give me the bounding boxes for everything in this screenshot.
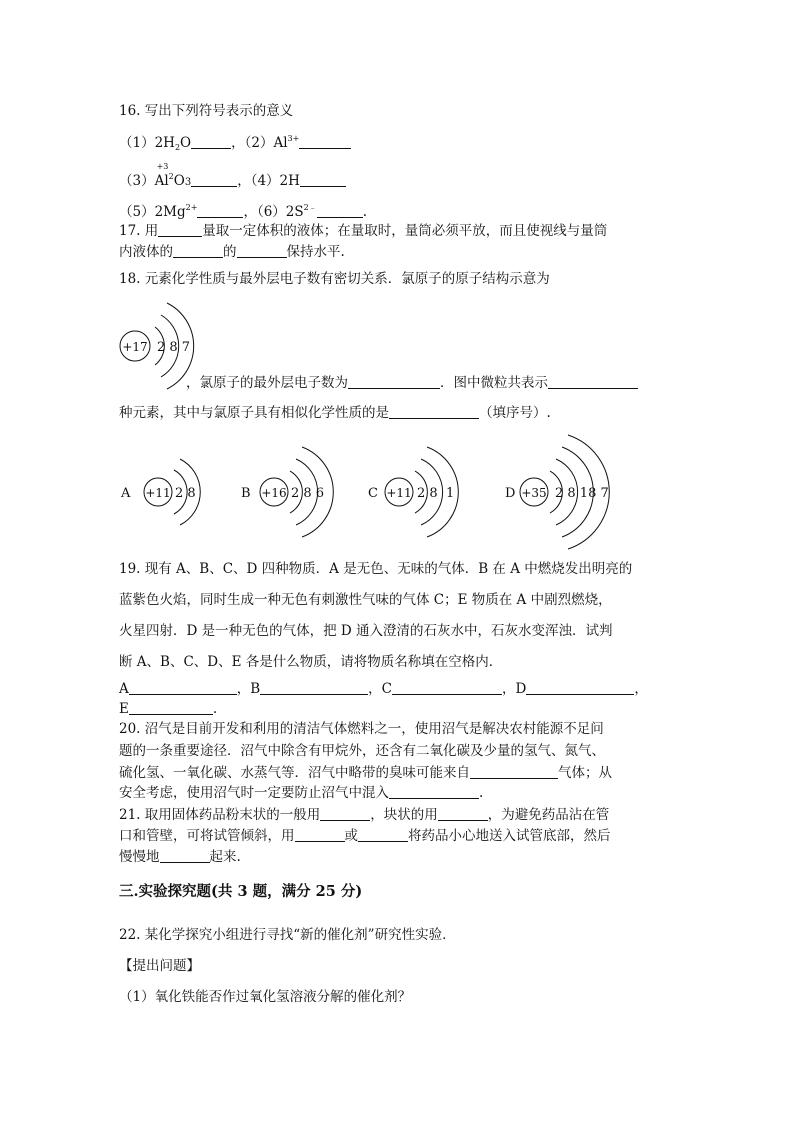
q19-ans-c-label: ，C [368, 681, 393, 697]
q16-p1-sub: 2 [174, 143, 181, 152]
q20-line-1: 20. 沼气是目前开发和利用的清洁气体燃料之一，使用沼气是解决农村能源不足问 [119, 721, 604, 737]
q16-row-2 [119, 162, 346, 192]
q19-ans-d-label: ，D [502, 681, 527, 697]
q21-blank-1[interactable] [320, 806, 370, 821]
option-b-diagram [239, 440, 349, 540]
q19-line-3: 火星四射．D 是一种无色的气体，把 D 通入澄清的石灰水中，石灰水变浑浊．试判 [119, 623, 613, 639]
q19-ans-b-label: ，B [236, 681, 261, 697]
q21-blank-2[interactable] [438, 806, 488, 821]
q19-line-2: 蓝紫色火焰，同时生成一种无色有刺激性气味的气体 C；E 物质在 A 中剧烈燃烧， [119, 592, 612, 608]
q16-row-1 [119, 134, 351, 152]
q17-l2-c: 保持水平. [286, 244, 345, 260]
section-3-heading: 三.实验探究题(共 3 题，满分 25 分) [119, 883, 363, 900]
q19-blank-b[interactable] [260, 680, 368, 695]
cl-nucleus-label: +17 [122, 340, 148, 354]
q17-blank-3[interactable] [237, 243, 287, 258]
option-c-diagram [366, 440, 476, 540]
q21-blank-4[interactable] [358, 827, 408, 842]
q18-l3-b: （填序号）. [479, 405, 551, 421]
q18-line-1: 18. 元素化学性质与最外层电子数有密切关系．氯原子的原子结构示意为 [119, 271, 550, 287]
q21-l1-a: 21. 取用固体药品粉末状的一般用 [119, 807, 321, 823]
q19-ans-end: . [212, 701, 218, 717]
q22-sub-1: （1）氧化铁能否作过氧化氢溶液分解的催化剂？ [119, 989, 412, 1005]
q19-answer-row [119, 680, 648, 698]
q16-p6-label: ，（6）2S [243, 204, 304, 220]
option-b-shells: 2 8 6 [291, 486, 325, 501]
q20-line-2: 题的一条重要途径．沼气中除含有甲烷外，还含有二氧化碳及少量的氢气、氮气、 [119, 743, 605, 759]
q20-l3-b: 气体；从 [558, 765, 612, 781]
q17-blank-1[interactable] [158, 222, 202, 237]
q21-line-3 [119, 848, 241, 866]
q16-p4-label: ，（4）2H [237, 173, 300, 189]
option-a-letter: A [121, 486, 131, 501]
q16-blank-4[interactable] [300, 172, 346, 187]
q16-p5-label: （5）2Mg [119, 204, 186, 220]
q17-l2-b: 的 [223, 244, 237, 260]
q17-line-1 [119, 222, 607, 240]
q19-ans-comma: ， [634, 681, 648, 697]
option-d-letter: D [505, 486, 516, 501]
q17-line-2 [119, 243, 345, 261]
q21-l1-c: ，为避免药品沾在管 [487, 807, 610, 823]
option-a-diagram [119, 440, 219, 540]
q21-line-2 [119, 827, 611, 845]
cl-shell-numbers: 2 8 7 [157, 340, 191, 355]
q18-blank-3[interactable] [389, 404, 479, 419]
q16-p1-tail: O [180, 135, 192, 151]
q16-blank-2[interactable] [299, 134, 351, 149]
q20-line-3 [119, 764, 612, 782]
q19-line-1: 19. 现有 A、B、C、D 四种物质．A 是无色、无味的气体．B 在 A 中燃烧发出明亮的 [119, 561, 633, 577]
q20-l3-a: 硫化氢、一氧化碳、水蒸气等．沼气中略带的臭味可能来自 [119, 765, 470, 781]
q21-l2-a: 口和管壁，可将试管倾斜，用 [119, 828, 295, 844]
q16-title: 16. 写出下列符号表示的意义 [119, 103, 294, 119]
q18-line-2 [186, 374, 638, 392]
q17-l1-b: 量取一定体积的液体；在量取时，量筒必须平放，而且使视线与量筒 [202, 223, 608, 239]
q18-l2-b: ．图中微粒共表示 [440, 375, 548, 391]
q16-p2-sup: 3+ [287, 134, 300, 143]
q16-p3-formula-sup: 2 [168, 172, 174, 181]
q16-end: . [362, 204, 368, 220]
option-a-nucleus: +11 [145, 486, 171, 500]
option-a-shells: 2 8 [175, 486, 196, 501]
q19-ans-a-label: A [119, 681, 129, 697]
q16-p3-formula-sub: 3 [184, 177, 192, 188]
q21-line-1 [119, 806, 609, 824]
q18-blank-2[interactable] [548, 374, 638, 389]
q21-l1-b: ，块状的用 [370, 807, 438, 823]
q16-p1-label: （1）2H [119, 135, 175, 151]
option-c-shells: 2 8 1 [417, 486, 455, 501]
option-d-shells: 2 8 18 7 [555, 486, 609, 501]
q21-l3-a: 慢慢地 [119, 849, 160, 865]
q16-blank-1[interactable] [191, 134, 231, 149]
q16-p2-label: ，（2）Al [231, 135, 288, 151]
q18-blank-1[interactable] [348, 374, 440, 389]
q20-line-4 [119, 784, 483, 802]
option-b-nucleus: +16 [261, 486, 287, 500]
q22-tag: 【提出问题】 [119, 958, 200, 974]
q20-l4-b: . [479, 785, 484, 801]
q16-p5-sup: 2+ [185, 203, 198, 212]
q17-l2-a: 内液体的 [119, 244, 173, 260]
q21-l2-b: 或 [344, 828, 358, 844]
option-d-nucleus: +35 [521, 486, 547, 500]
q21-blank-5[interactable] [160, 848, 210, 863]
q21-l3-b: 起来. [209, 849, 241, 865]
q17-l1-a: 17. 用 [119, 223, 159, 239]
q19-blank-a[interactable] [129, 680, 237, 695]
q17-blank-2[interactable] [173, 243, 223, 258]
q19-line-4: 断 A、B、C、D、E 各是什么物质，请将物质名称填在空格内． [119, 654, 503, 670]
q22-line-1: 22. 某化学探究小组进行寻找“新的催化剂”研究性实验． [119, 927, 456, 943]
q19-ans-e-label: E [119, 701, 129, 717]
q16-p6-sup: 2﹣ [303, 203, 317, 212]
q16-p3-label: （3） [119, 173, 155, 189]
q16-blank-6[interactable] [317, 203, 363, 218]
q20-blank-2[interactable] [389, 784, 479, 799]
option-c-letter: C [368, 486, 378, 501]
q19-answer-row-2 [119, 700, 217, 718]
q16-p3-formula [154, 162, 192, 192]
q16-blank-3[interactable] [191, 172, 237, 187]
q19-blank-c[interactable] [392, 680, 502, 695]
option-c-nucleus: +11 [386, 486, 412, 500]
q20-l4-a: 安全考虑，使用沼气时一定要防止沼气中混入 [119, 785, 389, 801]
q18-line-3 [119, 404, 551, 422]
q19-blank-e[interactable] [129, 700, 213, 715]
q18-l3-a: 种元素，其中与氯原子具有相似化学性质的是 [119, 405, 389, 421]
q16-p3-formula-b: O [173, 173, 185, 189]
q21-l2-c: 将药品小心地送入试管底部，然后 [408, 828, 611, 844]
q16-p3-valence: +3 [156, 162, 169, 171]
option-b-letter: B [241, 486, 251, 501]
q18-l2-a: ，氯原子的最外层电子数为 [186, 375, 348, 391]
q16-p3-formula-a: Al [154, 173, 169, 189]
q16-row-3 [119, 203, 367, 221]
q16-blank-5[interactable] [197, 203, 243, 218]
q20-blank-1[interactable] [470, 764, 558, 779]
q19-blank-d[interactable] [526, 680, 634, 695]
q21-blank-3[interactable] [295, 827, 345, 842]
option-d-diagram [503, 430, 633, 550]
